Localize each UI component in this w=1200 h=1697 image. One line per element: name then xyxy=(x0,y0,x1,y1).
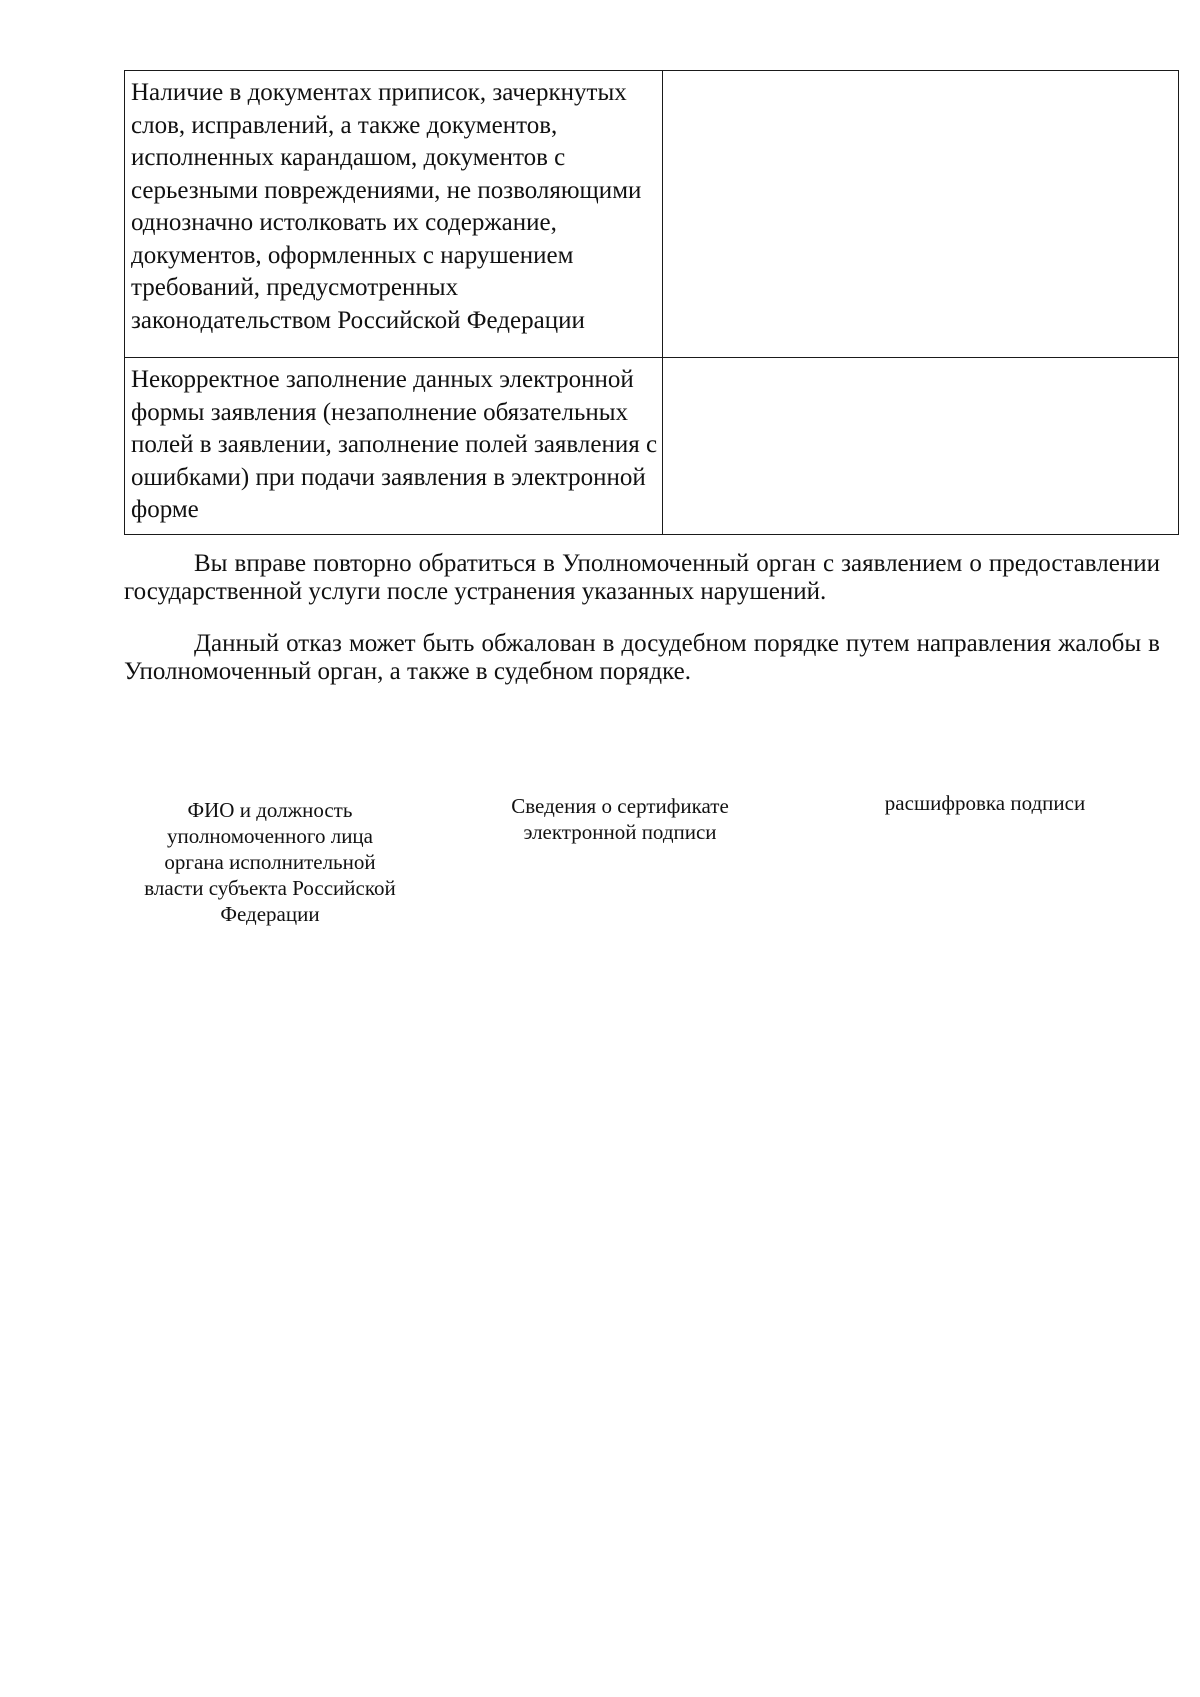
table-row xyxy=(125,71,1179,358)
caption-line: Сведения о сертификате xyxy=(511,794,729,818)
official-position-caption xyxy=(115,797,425,927)
caption-line: электронной подписи xyxy=(523,820,717,844)
caption-line: Федерации xyxy=(220,902,320,926)
reason-text-cell: Некорректное заполнение данных электронной формы заявления (незаполнение обязательных полей в заявлении, заполнение полей заявления с ошибками) при подачи заявления в электронной форме xyxy=(125,358,663,535)
reason-text-cell: Наличие в документах приписок, зачеркнутых слов, исправлений, а также документов, исполненных карандашом, документов с серьезными повреждениями, не позволяющими однозначно истолковать их содержание, документов, оформленных с нарушением требований, предусмотренных законодательством Российской Федерации xyxy=(125,71,663,358)
signature-decoding-caption xyxy=(855,790,1115,816)
caption-line: уполномоченного лица xyxy=(166,824,373,848)
reason-explanation-cell xyxy=(663,358,1179,535)
reason-explanation-cell xyxy=(663,71,1179,358)
certificate-info-caption xyxy=(470,793,770,845)
caption-line: органа исполнительной xyxy=(164,850,376,874)
table-row xyxy=(125,358,1179,535)
caption-line: ФИО и должность xyxy=(187,798,353,822)
caption-line: расшифровка подписи xyxy=(884,791,1086,815)
appeal-paragraph: Данный отказ может быть обжалован в досудебном порядке путем направления жалобы в Уполномоченный орган, а также в судебном порядке. xyxy=(124,630,1160,685)
caption-line: власти субъекта Российской xyxy=(144,876,396,900)
refusal-reasons-table xyxy=(124,70,1179,535)
repeat-application-paragraph: Вы вправе повторно обратиться в Уполномоченный орган с заявлением о предоставлении государственной услуги после устранения указанных нарушений. xyxy=(124,550,1160,605)
